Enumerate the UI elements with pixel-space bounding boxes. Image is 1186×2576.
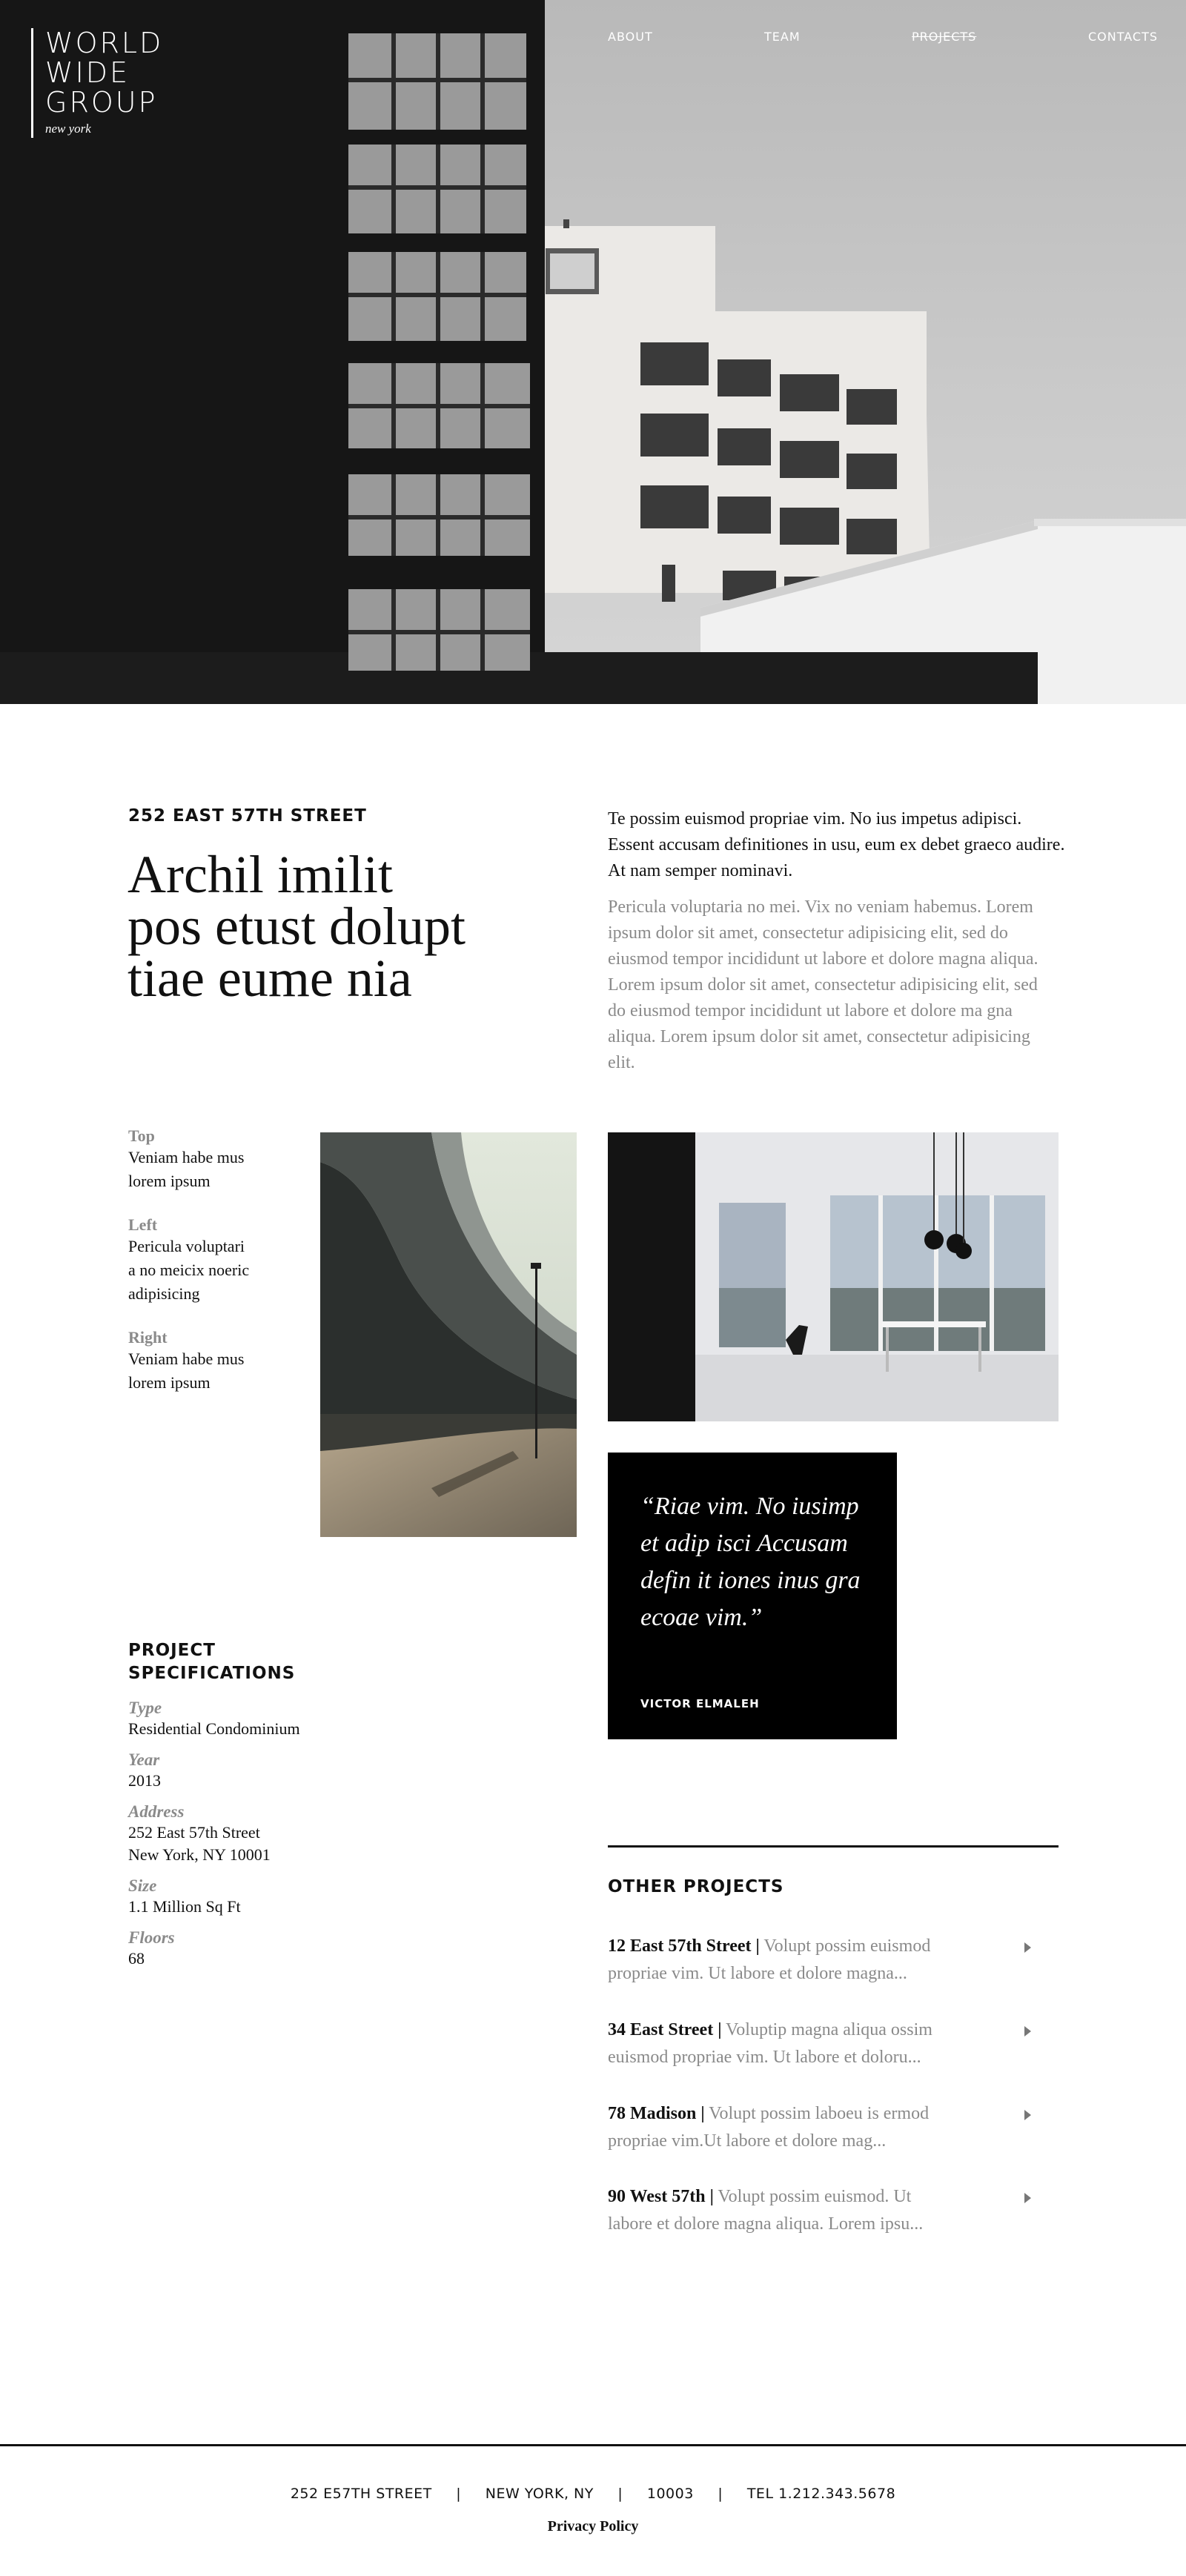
view-right — [128, 1328, 269, 1395]
spec-value: 1.1 Million Sq Ft — [128, 1897, 241, 1916]
spec-year — [128, 1750, 395, 1792]
nav-contacts[interactable]: CONTACTS — [1088, 30, 1159, 44]
brand-line-1: WORLD — [45, 27, 164, 59]
view-label: Right — [128, 1328, 168, 1347]
view-text-line: a no meicix noeric — [128, 1261, 250, 1279]
specs-heading-line: SPECIFICATIONS — [128, 1664, 296, 1683]
project-body-paragraph: Pericula voluptaria no mei. Vix no veniam habemus. Lorem ipsum dolor sit amet, consectetur adipisicing elit, sed do eiusmod tempor incididunt ut labore et dolore magna aliqua. Lorem ipsum dolor sit amet, consectetur adipisicing elit, sed do eiusmod tempor incididunt ut labore et dolore ma gna aliqua. Lorem ipsum dolor sit amet, consectetur adipisicing elit. — [608, 897, 1038, 1072]
view-text-line: Pericula voluptari — [128, 1237, 245, 1255]
other-project-desc: Voluptip magna aliqua ossim — [721, 2020, 932, 2039]
spec-floors — [128, 1928, 395, 1970]
view-label: Left — [128, 1215, 158, 1234]
play-arrow-icon[interactable] — [1024, 2026, 1031, 2036]
other-project-name: 34 East Street | — [608, 2020, 722, 2039]
footer-city: NEW YORK, NY — [485, 2486, 594, 2502]
project-headline — [127, 845, 543, 1008]
footer-zip: 10003 — [646, 2486, 694, 2502]
play-arrow-icon[interactable] — [1024, 1942, 1031, 1953]
interior-photo[interactable] — [608, 1132, 1059, 1421]
other-project-name: 12 East 57th Street | — [608, 1936, 760, 1956]
other-project-desc: Volupt possim laboeu is ermod — [704, 2104, 930, 2123]
nav-about[interactable]: ABOUT — [608, 30, 653, 44]
other-project-desc: labore et dolore magna aliqua. Lorem ipsu... — [608, 2214, 924, 2234]
footer-separator: | — [456, 2486, 462, 2502]
spec-type — [128, 1699, 395, 1740]
footer-divider — [0, 2444, 1186, 2446]
quote-line: “Riae vim. No iusimp — [640, 1493, 859, 1520]
footer-separator: | — [718, 2486, 723, 2502]
other-project-desc: Volupt possim euismod — [759, 1936, 931, 1956]
other-project-item[interactable] — [608, 2183, 1060, 2238]
other-project-name: 78 Madison | — [608, 2104, 705, 2123]
view-text-line: adipisicing — [128, 1284, 200, 1303]
architecture-photo[interactable] — [320, 1132, 577, 1537]
view-left — [128, 1215, 269, 1306]
spec-label: Address — [128, 1802, 185, 1821]
spec-value: 252 East 57th Street — [128, 1823, 260, 1842]
brand-line-3: GROUP — [45, 86, 158, 119]
privacy-policy-link[interactable]: Privacy Policy — [547, 2518, 639, 2534]
view-text-line: lorem ipsum — [128, 1373, 211, 1392]
spec-address — [128, 1802, 395, 1866]
footer-separator: | — [617, 2486, 623, 2502]
spec-label: Type — [128, 1699, 162, 1717]
testimonial-quote — [608, 1453, 897, 1739]
footer-street: 252 E57TH STREET — [290, 2486, 432, 2502]
spec-value: 68 — [128, 1949, 145, 1968]
other-project-desc: Volupt possim euismod. Ut — [713, 2187, 912, 2206]
other-project-item[interactable] — [608, 1933, 1060, 1988]
quote-line: defin it iones inus gra — [640, 1567, 861, 1594]
spec-label: Year — [128, 1750, 160, 1769]
quote-text — [640, 1488, 885, 1636]
other-project-desc: propriae vim.Ut labore et dolore mag... — [608, 2131, 887, 2151]
project-lead-paragraph: Te possim euismod propriae vim. No ius impetus adipisci. Essent accusam definitiones in usu, eum ex debet graeco audire. At nam semper nominavi. — [608, 809, 1065, 880]
play-arrow-icon[interactable] — [1024, 2193, 1031, 2203]
view-text-line: lorem ipsum — [128, 1172, 211, 1190]
brand-logo[interactable] — [31, 28, 163, 138]
hero-image — [0, 0, 1186, 704]
project-specifications — [128, 1639, 395, 1970]
other-project-desc: euismod propriae vim. Ut labore et doloru... — [608, 2048, 921, 2067]
headline-line-2: pos etust dolupt — [127, 897, 466, 956]
other-project-desc: propriae vim. Ut labore et dolore magna... — [608, 1964, 907, 1983]
spec-label: Floors — [128, 1928, 175, 1947]
brand-subtitle: new york — [45, 122, 91, 136]
footer-phone[interactable]: TEL 1.212.343.5678 — [746, 2486, 896, 2502]
brand-line-2: WIDE — [45, 56, 130, 89]
headline-line-1: Archil imilit — [127, 845, 393, 904]
view-top — [128, 1126, 269, 1193]
other-project-item[interactable] — [608, 2016, 1060, 2071]
view-text-line: Veniam habe mus — [128, 1148, 245, 1166]
project-address-title: 252 EAST 57TH STREET — [128, 806, 367, 826]
spec-value: Residential Condominium — [128, 1719, 300, 1738]
quote-line: et adip isci Accusam — [640, 1530, 848, 1557]
headline-line-3: tiae eume nia — [127, 949, 412, 1008]
spec-value: New York, NY 10001 — [128, 1845, 271, 1864]
views-list — [128, 1126, 269, 1395]
spec-value: 2013 — [128, 1771, 161, 1790]
play-arrow-icon[interactable] — [1024, 2110, 1031, 2120]
spec-label: Size — [128, 1876, 157, 1895]
hero-building-illustration — [0, 0, 1186, 704]
other-project-name: 90 West 57th | — [608, 2187, 714, 2206]
view-text-line: Veniam habe mus — [128, 1350, 245, 1368]
nav-projects[interactable]: PROJECTS — [912, 30, 977, 44]
view-label: Top — [128, 1126, 155, 1145]
other-project-item[interactable] — [608, 2100, 1060, 2155]
other-projects-heading: OTHER PROJECTS — [608, 1877, 784, 1896]
section-divider — [608, 1845, 1059, 1848]
nav-team[interactable]: TEAM — [764, 30, 801, 44]
quote-line: ecoae vim.” — [640, 1604, 763, 1631]
specs-heading-line: PROJECT — [128, 1641, 216, 1660]
main-nav — [608, 30, 1159, 47]
spec-size — [128, 1876, 395, 1918]
quote-author: VICTOR ELMALEH — [640, 1697, 760, 1710]
footer-contact — [0, 2486, 1186, 2502]
